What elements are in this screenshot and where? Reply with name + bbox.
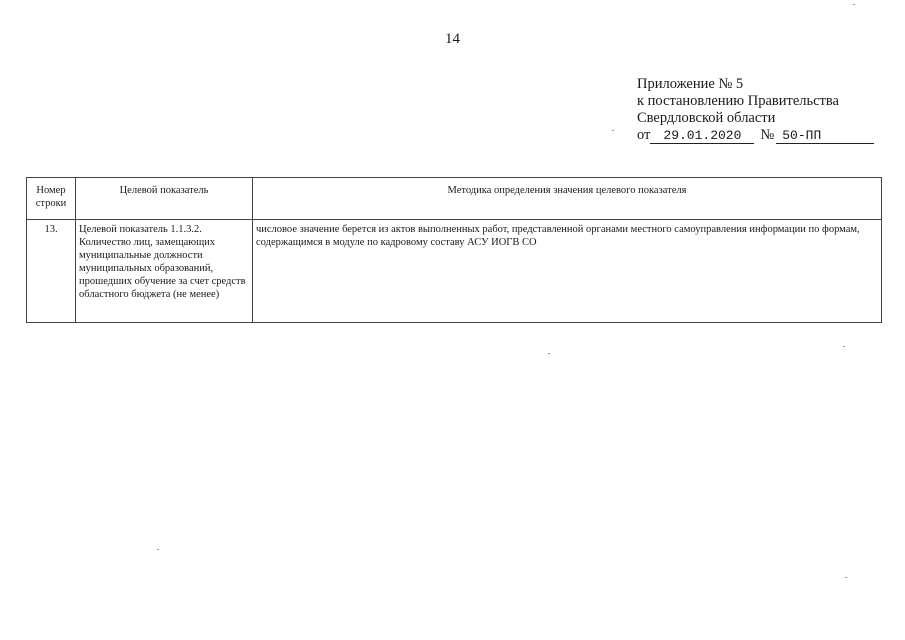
scan-speck	[845, 577, 847, 578]
resolution-date: 29.01.2020	[650, 128, 754, 144]
cell-indicator: Целевой показатель 1.1.3.2. Количество лиц, замещающих муниципальные должности муниципальных образований, прошедших обучение за счет средств областного бюджета (не менее)	[76, 220, 253, 323]
header-row-number-line2: строки	[35, 198, 67, 209]
scan-speck	[843, 346, 845, 347]
from-label: от	[637, 127, 651, 143]
indicator-table	[26, 177, 882, 323]
appendix-block	[637, 76, 874, 144]
number-sign: №	[760, 127, 775, 143]
scan-speck	[853, 4, 855, 5]
appendix-title: Приложение № 5	[637, 76, 744, 92]
scan-speck	[548, 353, 550, 354]
header-row-number-line1: Номер	[36, 185, 66, 196]
header-indicator: Целевой показатель	[76, 178, 253, 220]
table-header-row	[27, 178, 882, 220]
page-number: 14	[445, 31, 460, 47]
appendix-date-number-line	[637, 127, 874, 144]
header-row-number	[27, 178, 76, 220]
appendix-region-line: Свердловской области	[637, 110, 776, 126]
appendix-resolution-line: к постановлению Правительства	[637, 93, 839, 109]
scan-speck	[612, 130, 614, 131]
cell-row-number: 13.	[27, 220, 76, 323]
scan-speck	[157, 549, 159, 550]
cell-method: числовое значение берется из актов выполненных работ, представленной органами местного самоуправления информации по формам, содержащимся в модуле по кадровому составу АСУ ИОГВ СО	[253, 220, 882, 323]
header-method: Методика определения значения целевого показателя	[253, 178, 882, 220]
resolution-number: 50-ПП	[776, 128, 874, 144]
table-row	[27, 220, 882, 323]
